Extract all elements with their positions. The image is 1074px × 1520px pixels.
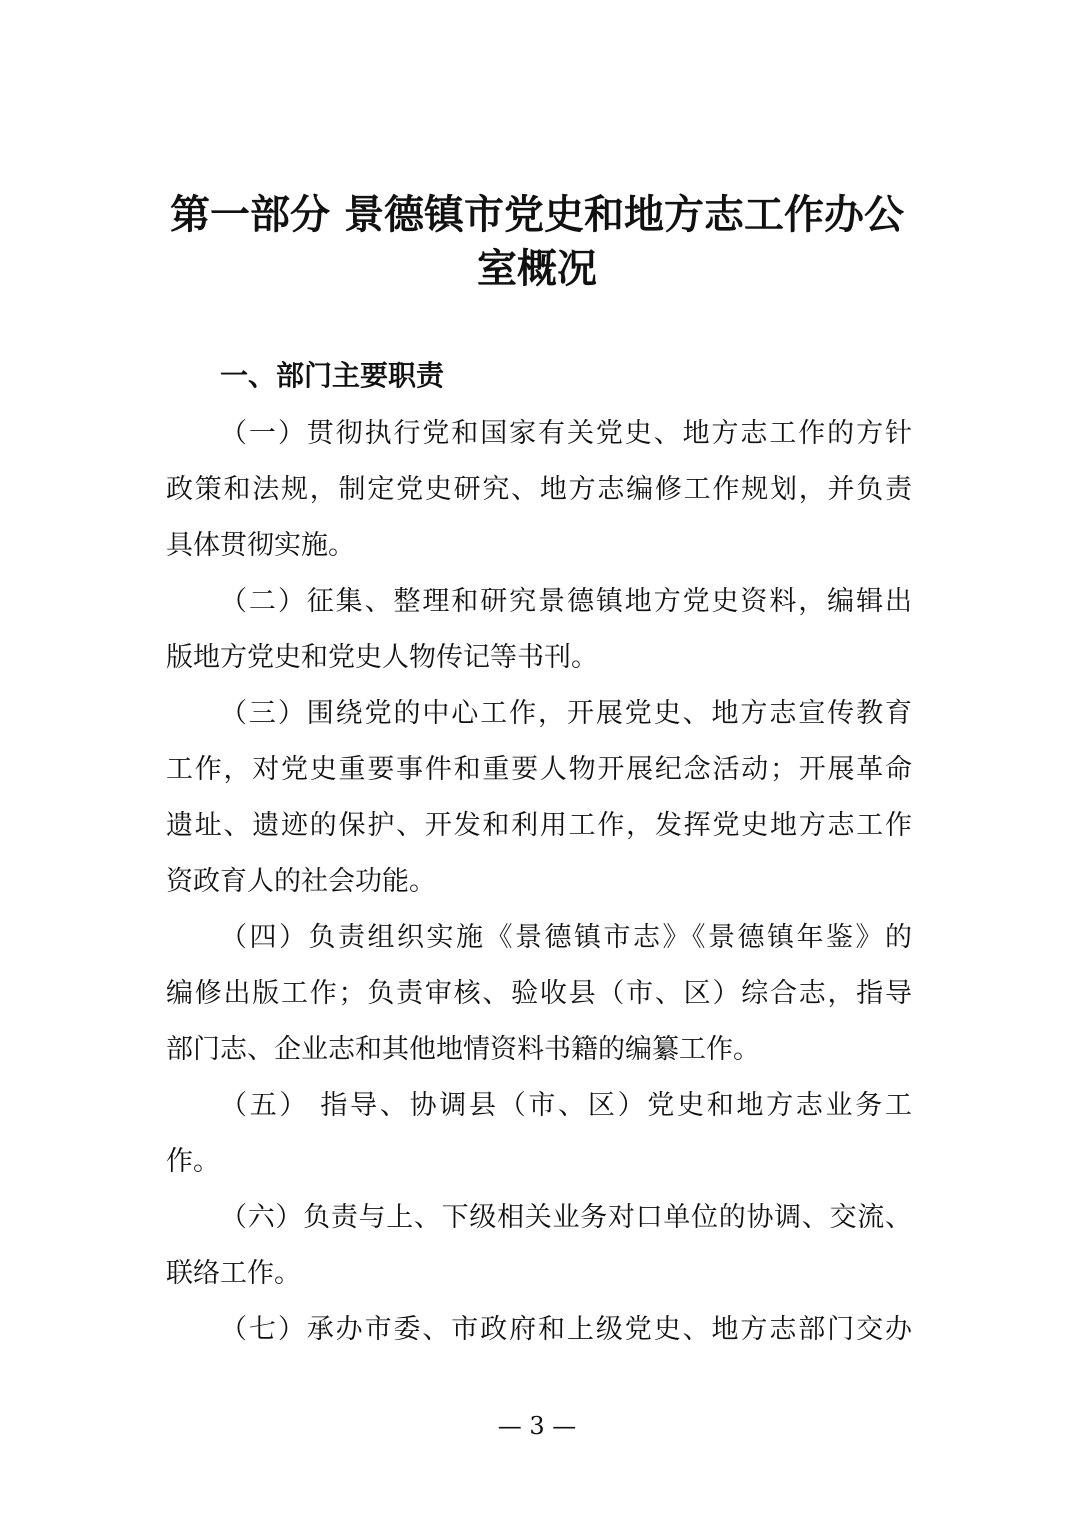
paragraph-line: 编修出版工作；负责审核、验收县（市、区）综合志，指导 [166,978,912,1009]
paragraph-line: 版地方党史和党史人物传记等书刊。 [166,642,598,673]
paragraph-line: 作。 [166,1146,220,1177]
paragraph-line: 资政育人的社会功能。 [166,866,436,897]
paragraph-line: 具体贯彻实施。 [166,530,355,561]
page-title-line-2: 室概况 [477,246,597,292]
page-number: — 3 — [497,1412,577,1440]
paragraph-line: （七）承办市委、市政府和上级党史、地方志部门交办 [220,1314,912,1345]
paragraph-line: （五） 指导、协调县（市、区）党史和地方志业务工 [220,1090,912,1121]
paragraph-line: （二）征集、整理和研究景德镇地方党史资料，编辑出 [220,586,912,617]
paragraph-line: （三）围绕党的中心工作，开展党史、地方志宣传教育 [220,698,912,729]
section-heading: 一、部门主要职责 [220,359,445,392]
paragraph-line: （六）负责与上、下级相关业务对口单位的协调、交流、 [220,1202,912,1233]
paragraph-line: （四）负责组织实施《景德镇市志》《景德镇年鉴》的 [220,922,912,953]
paragraph-line: （一）贯彻执行党和国家有关党史、地方志工作的方针 [220,418,912,449]
paragraph-line: 政策和法规，制定党史研究、地方志编修工作规划，并负责 [166,474,912,505]
paragraph-line: 联络工作。 [166,1258,301,1289]
paragraph-line: 部门志、企业志和其他地情资料书籍的编纂工作。 [166,1034,760,1065]
page-title-line-1: 第一部分 景德镇市党史和地方志工作办公 [170,192,904,238]
paragraph-line: 工作，对党史重要事件和重要人物开展纪念活动；开展革命 [166,754,912,785]
paragraph-line: 遗址、遗迹的保护、开发和利用工作，发挥党史地方志工作 [166,810,912,841]
